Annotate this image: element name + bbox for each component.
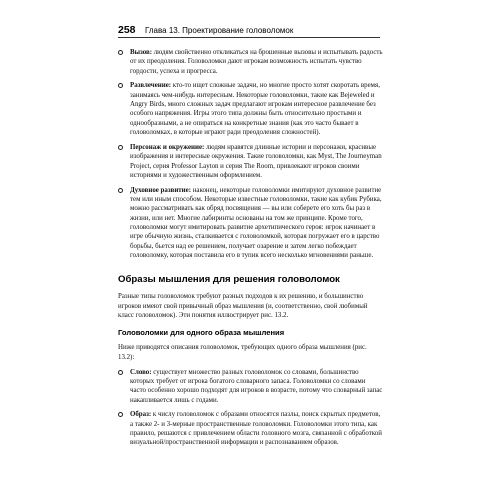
item-term: Слово: [130,368,152,376]
item-text: к числу головоломок с образами относятся пазлы, поиск скрытых предметов, а также 2- и 3-мерные пространственные головоломки. Головоломки этого типа, как правило, решаются с привлечением области головного мозга, связанной с обработкой визуальной/пространственной информации и распознаванием образов. [130,411,382,447]
item-text: кто-то ищет сложные задачи, но многие просто хотят скоротать время, занимаясь чем-нибудь интересным. Некоторые головоломки, такие как Bejeweled и Angry Birds, много сложных задач предлагают игрокам интересное развлечение без особого напряжения. Игры этого типа должны быть относительно простыми и однообразными, а не опираться на конкретные знания (как это часто бывает в головоломках, в которые играют ради преодоления сложностей). [130,82,380,137]
list-item [118,81,383,137]
page-body [118,48,383,453]
header-rule [118,37,380,38]
item-term: Образ: [130,411,152,419]
list-item [118,143,383,180]
chapter-title: Глава 13. Проектирование головоломок [145,26,294,35]
subsection-heading: Головоломки для одного образа мышления [118,328,285,338]
item-term: Вызов: [130,49,152,56]
running-header [118,24,380,36]
bullet-circle-icon [118,83,123,88]
list-item [118,368,383,405]
bullet-circle-icon [118,412,123,417]
bullet-circle-icon [118,188,123,193]
list-item [118,410,383,447]
item-text: существует множество разных головоломок со словами, большинство которых требует от игрока богатого словарного запаса. Головоломки со словами часто особенно хорошо подходят для игроков в возрасте, потому что словарный запас накапливается лишь с годами. [130,368,383,404]
item-term: Персонаж и окружение: [130,143,205,151]
bullet-circle-icon [118,50,123,55]
bullet-circle-icon [118,370,123,375]
bullet-circle-icon [118,145,123,150]
section-paragraph: Разные типы головоломок требуют разных подходов к их решению, и большинство игроков имеют свой привычный образ мышления (и, соответственно, свой любимый класс головоломок). Эти понятия иллюстрирует рис. 13.2. [118,293,368,320]
item-term: Духовное развитие: [130,186,192,194]
item-text: людям нравятся длинные истории и персонажи, красивые изображения и интересные окружения. Такие головоломки, как Myst, The Journeyman Project, серия Professor Layton и серия The Room, привлекают игроков своими историями и художественным оформлением. [130,143,382,179]
item-text: людям свойственно откликаться на брошенные вызовы и испытывать радость от их преодоления. Головоломки дают игрокам возможность испытать чувство гордости, успеха и прогресса. [130,49,383,75]
list-item [118,186,383,261]
subsection-paragraph: Ниже приводятся описания головоломок, требующих одного образа мышления (рис. 13.2): [118,344,367,361]
page-number: 258 [118,24,136,36]
item-term: Развлечение: [130,82,172,90]
list-item [118,48,383,76]
item-text: наконец, некоторые головоломки имитируют духовное развитие тем или иным способом. Некоторые известные головоломки, такие как кубик Рубика, можно рассматривать как обряд посвящения — вы или соберете его хоть бы раз в жизни, или нет. Многие лабиринты основаны на том же принципе. Кроме того, головоломки могут имитировать развитие архетипического героя: игрок начинает в игре обычную жизнь, сталкивается с головоломкой, которая погружает его в царство борьбы, бьется над ее решением, получает озарение и затем легко побеждает головоломку, которая поставила его в тупик всего несколько мгновениями раньше. [130,186,382,260]
section-heading: Образы мышления для решения головоломок [118,274,340,286]
